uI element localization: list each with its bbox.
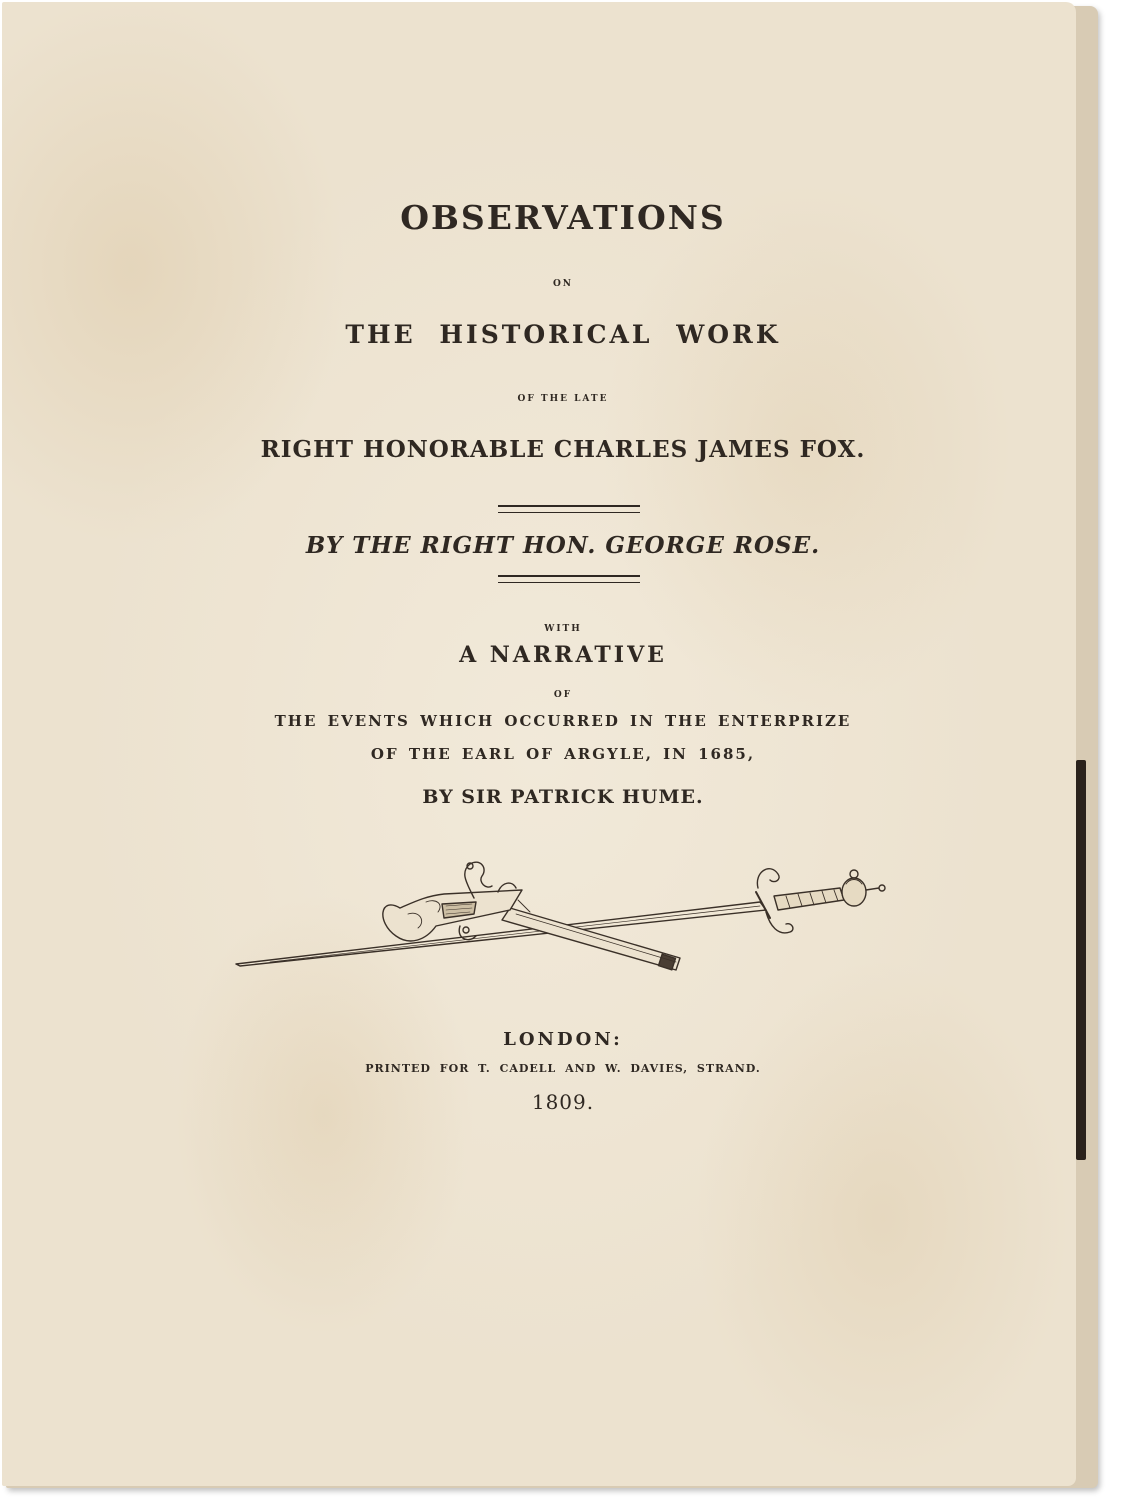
second-author: BY SIR PATRICK HUME. [422,786,704,808]
book-page [2,2,1076,1486]
events-line-1: THE EVENTS WHICH OCCURRED IN THE ENTERPRIZE [274,712,852,730]
events-line-2: OF THE EARL OF ARGYLE, IN 1685, [370,745,756,763]
book-title: OBSERVATIONS [400,198,726,237]
imprint-year: 1809. [531,1090,595,1114]
work-title: THE HISTORICAL WORK [345,320,781,349]
double-rule-bottom [498,575,640,583]
sword-and-pistol-icon [230,852,894,978]
author-byline: BY THE RIGHT HON. GEORGE ROSE. [305,532,821,559]
of-label: OF [553,690,573,700]
of-the-late-label: OF THE LATE [517,394,609,404]
narrative-title: A NARRATIVE [459,642,667,668]
double-rule-top [498,505,640,513]
on-label: ON [552,279,574,289]
with-label: WITH [544,624,582,634]
imprint-printer: PRINTED FOR T. CADELL AND W. DAVIES, STRAND. [365,1062,761,1075]
subject-name: RIGHT HONORABLE CHARLES JAMES FOX. [260,436,866,463]
imprint-city: LONDON: [503,1029,623,1050]
